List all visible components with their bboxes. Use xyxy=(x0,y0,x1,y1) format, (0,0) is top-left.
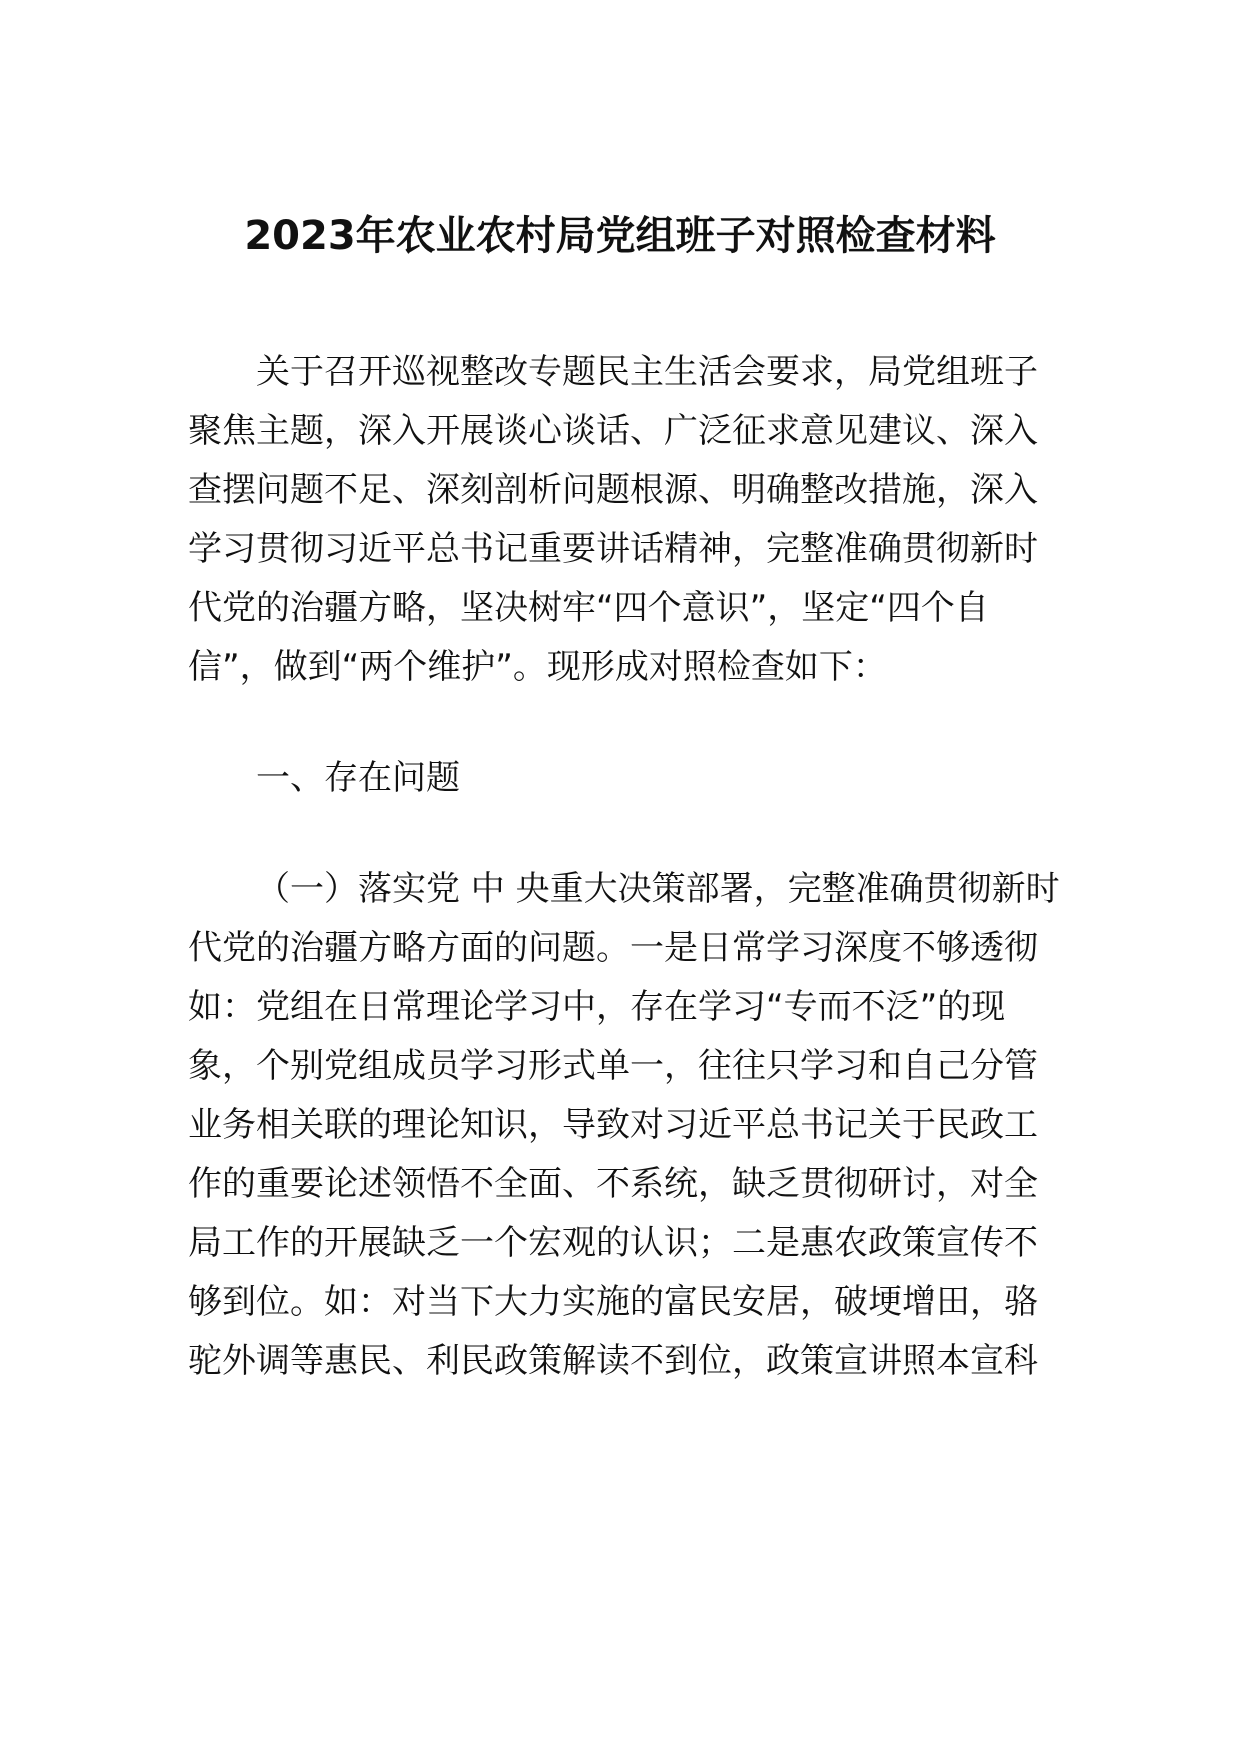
section-line-4: 象，个别党组成员学习形式单一，往往只学习和自己分管 xyxy=(188,1046,1038,1086)
section-line-6: 作的重要论述领悟不全面、不系统，缺乏贯彻研讨，对全 xyxy=(188,1164,1038,1204)
intro-line-5: 代党的治疆方略，坚决树牢“四个意识”，坚定“四个自 xyxy=(188,588,989,628)
section-line-8: 够到位。如：对当下大力实施的富民安居，破埂增田，骆 xyxy=(188,1282,1038,1322)
intro-line-1: 关于召开巡视整改专题民主生活会要求，局党组班子 xyxy=(256,352,1038,392)
section-line-9: 驼外调等惠民、利民政策解读不到位，政策宣讲照本宣科 xyxy=(188,1341,1038,1381)
intro-line-3: 查摆问题不足、深刻剖析问题根源、明确整改措施，深入 xyxy=(188,470,1038,510)
section-line-3: 如：党组在日常理论学习中，存在学习“专而不泛”的现 xyxy=(188,987,1006,1027)
document-title: 2023年农业农村局党组班子对照检查材料 xyxy=(244,213,996,259)
section-line-7: 局工作的开展缺乏一个宏观的认识；二是惠农政策宣传不 xyxy=(188,1223,1038,1263)
section-line-1: （一）落实党 中 央重大决策部署，完整准确贯彻新时 xyxy=(256,869,1060,909)
section-heading: 一、存在问题 xyxy=(256,758,460,798)
section-line-2: 代党的治疆方略方面的问题。一是日常学习深度不够透彻 xyxy=(188,928,1038,968)
intro-line-6: 信”，做到“两个维护”。现形成对照检查如下： xyxy=(188,647,887,687)
intro-line-4: 学习贯彻习近平总书记重要讲话精神，完整准确贯彻新时 xyxy=(188,529,1038,569)
section-line-5: 业务相关联的理论知识，导致对习近平总书记关于民政工 xyxy=(188,1105,1038,1145)
intro-line-2: 聚焦主题，深入开展谈心谈话、广泛征求意见建议、深入 xyxy=(188,411,1038,451)
